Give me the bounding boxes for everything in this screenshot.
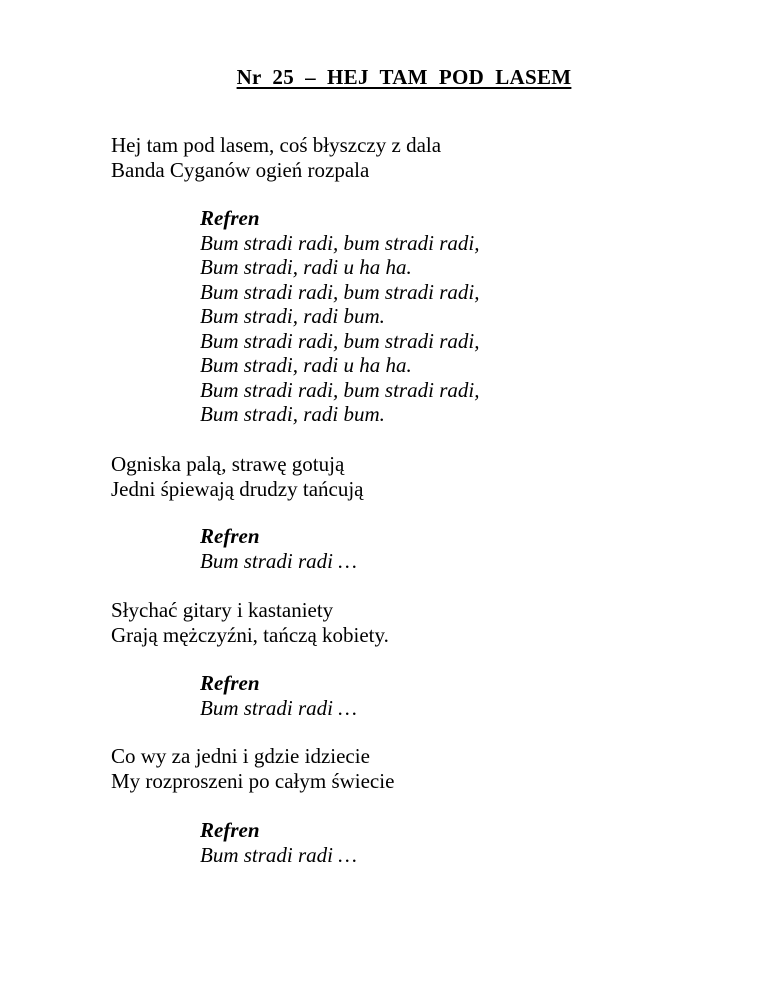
refrain-line: Bum stradi radi, bum stradi radi,	[200, 328, 480, 353]
stanza-3	[111, 598, 389, 647]
stanza-line: Grają mężczyźni, tańczą kobiety.	[111, 622, 389, 647]
refrain-line: Bum stradi radi …	[200, 842, 357, 867]
refrain-label: Refren	[200, 206, 260, 230]
song-title: Nr 25 – HEJ TAM POD LASEM	[236, 65, 572, 89]
refrain-line: Bum stradi, radi bum.	[200, 402, 385, 426]
refrain-1	[200, 206, 479, 427]
refrain-line: Bum stradi radi …	[200, 695, 357, 720]
refrain-line: Bum stradi radi, bum stradi radi,	[200, 377, 480, 402]
refrain-line: Bum stradi, radi u ha ha.	[200, 255, 412, 279]
refrain-line: Bum stradi, radi u ha ha.	[200, 353, 412, 377]
refrain-label: Refren	[200, 671, 260, 695]
stanza-line: Co wy za jedni i gdzie idziecie	[111, 744, 370, 768]
refrain-2	[200, 524, 357, 573]
refrain-label: Refren	[200, 818, 260, 842]
stanza-4	[111, 744, 394, 793]
stanza-2	[111, 452, 364, 501]
refrain-line: Bum stradi, radi bum.	[200, 304, 385, 328]
stanza-line: Słychać gitary i kastaniety	[111, 598, 334, 622]
refrain-3	[200, 671, 357, 720]
refrain-line: Bum stradi radi …	[200, 548, 357, 573]
refrain-line: Bum stradi radi, bum stradi radi,	[200, 279, 480, 304]
stanza-line: Jedni śpiewają drudzy tańcują	[111, 476, 364, 501]
refrain-line: Bum stradi radi, bum stradi radi,	[200, 230, 480, 255]
stanza-line: Hej tam pod lasem, coś błyszczy z dala	[111, 133, 442, 157]
stanza-line: Ogniska palą, strawę gotują	[111, 452, 345, 476]
refrain-label: Refren	[200, 524, 260, 548]
stanza-line: My rozproszeni po całym świecie	[111, 768, 395, 793]
stanza-1	[111, 133, 441, 182]
stanza-line: Banda Cyganów ogień rozpala	[111, 157, 370, 182]
refrain-4	[200, 818, 357, 867]
